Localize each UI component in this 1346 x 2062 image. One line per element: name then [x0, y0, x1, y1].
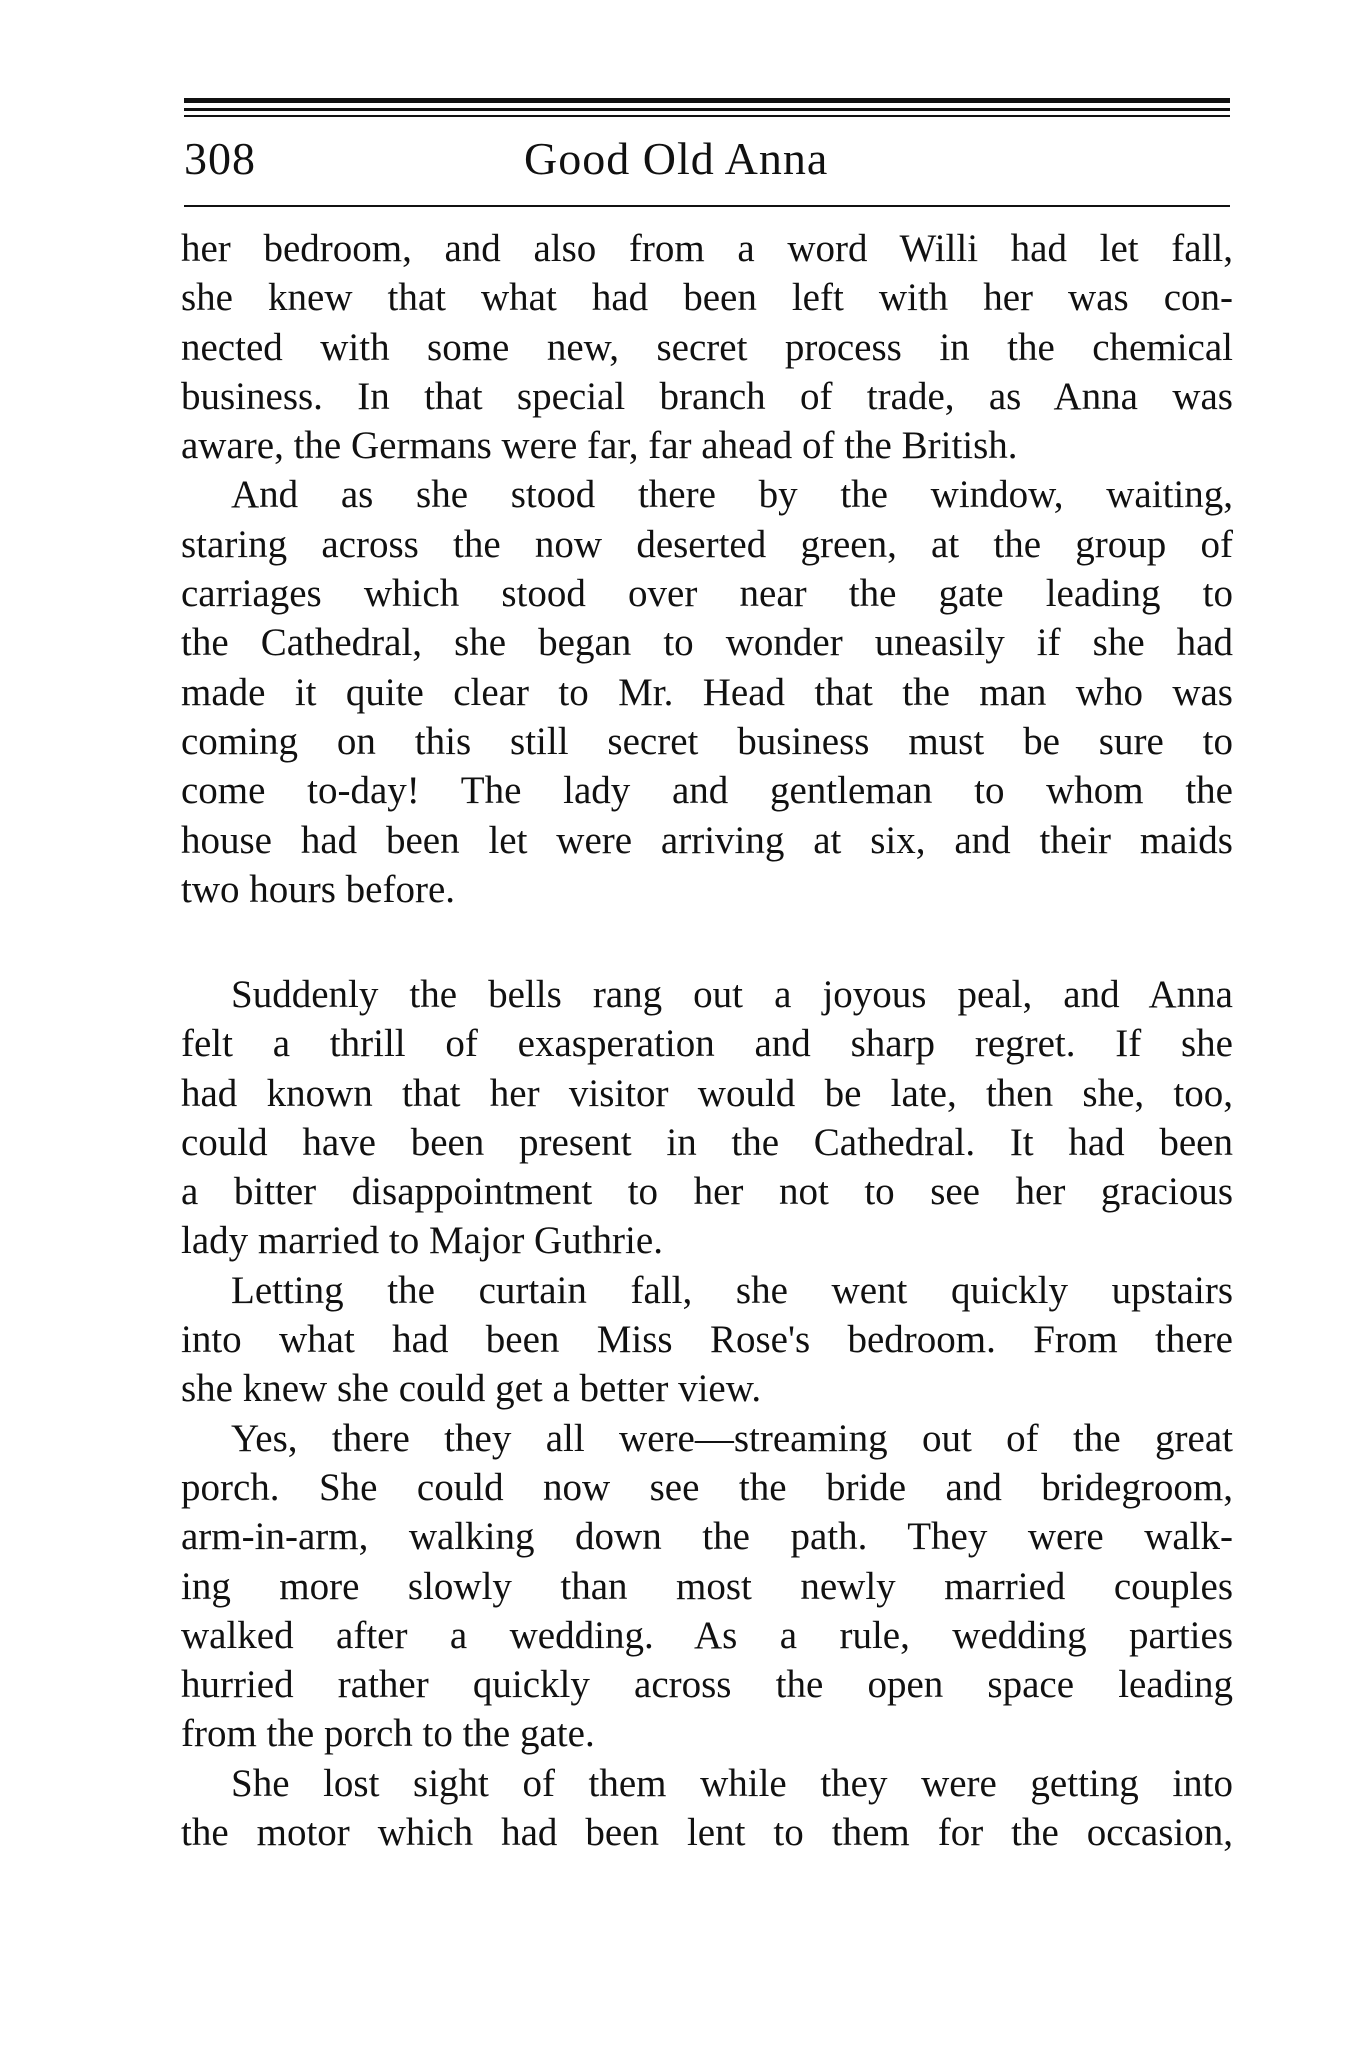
- text-line: She lost sight of them while they were getting into: [231, 1761, 1233, 1805]
- text-line: ing more slowly than most newly married couples: [181, 1564, 1233, 1608]
- text-line: two hours before.: [181, 867, 456, 911]
- text-line: aware, the Germans were far, far ahead of the British.: [181, 424, 1018, 468]
- text-line: hurried rather quickly across the open space leading: [181, 1663, 1233, 1707]
- text-line: come to-day! The lady and gentleman to whom the: [181, 769, 1233, 813]
- text-line: coming on this still secret business must be sure to: [181, 719, 1233, 763]
- text-line: porch. She could now see the bride and bridegroom,: [181, 1465, 1233, 1509]
- text-line: staring across the now deserted green, at the group of: [181, 522, 1233, 566]
- text-line: And as she stood there by the window, waiting,: [231, 473, 1233, 517]
- text-line: business. In that special branch of trade, as Anna was: [181, 374, 1233, 418]
- text-line: made it quite clear to Mr. Head that the man who was: [181, 670, 1233, 714]
- text-line: nected with some new, secret process in the chemical: [181, 325, 1233, 369]
- header-underline: [184, 205, 1230, 207]
- text-line: the Cathedral, she began to wonder uneasily if she had: [181, 621, 1233, 665]
- text-line: could have been present in the Cathedral. It had been: [181, 1120, 1233, 1164]
- text-line: arm-in-arm, walking down the path. They were walk-: [181, 1515, 1233, 1559]
- text-line: felt a thrill of exasperation and sharp regret. If she: [181, 1022, 1233, 1066]
- text-line: walked after a wedding. As a rule, wedding parties: [181, 1613, 1233, 1657]
- text-line: into what had been Miss Rose's bedroom. From there: [181, 1318, 1233, 1362]
- text-line: house had been let were arriving at six, and their maids: [181, 818, 1233, 862]
- text-line: carriages which stood over near the gate leading to: [181, 572, 1233, 616]
- text-line: Suddenly the bells rang out a joyous peal, and Anna: [231, 973, 1233, 1016]
- text-line: Yes, there they all were—streaming out of the great: [231, 1416, 1233, 1460]
- running-header: [184, 128, 1230, 190]
- header-rule-middle: [184, 108, 1230, 111]
- text-line: lady married to Major Guthrie.: [181, 1219, 663, 1263]
- text-line: the motor which had been lent to them for the occasion,: [181, 1811, 1233, 1855]
- running-title: Good Old Anna: [524, 133, 829, 184]
- text-line: a bitter disappointment to her not to see her gracious: [181, 1170, 1233, 1214]
- header-rule-thin: [184, 115, 1230, 117]
- paragraph-block-1: [181, 224, 1233, 914]
- text-line: from the porch to the gate.: [181, 1712, 595, 1756]
- text-line: Letting the curtain fall, she went quickly upstairs: [231, 1268, 1233, 1312]
- text-line: her bedroom, and also from a word Willi had let fall,: [181, 227, 1233, 270]
- text-line: she knew that what had been left with her was con-: [181, 276, 1233, 320]
- paragraph-block-2: [181, 970, 1233, 1857]
- text-line: had known that her visitor would be late, then she, too,: [181, 1071, 1233, 1115]
- text-line: she knew she could get a better view.: [181, 1367, 762, 1411]
- header-rule-thick: [184, 98, 1230, 103]
- page-number: 308: [184, 133, 256, 184]
